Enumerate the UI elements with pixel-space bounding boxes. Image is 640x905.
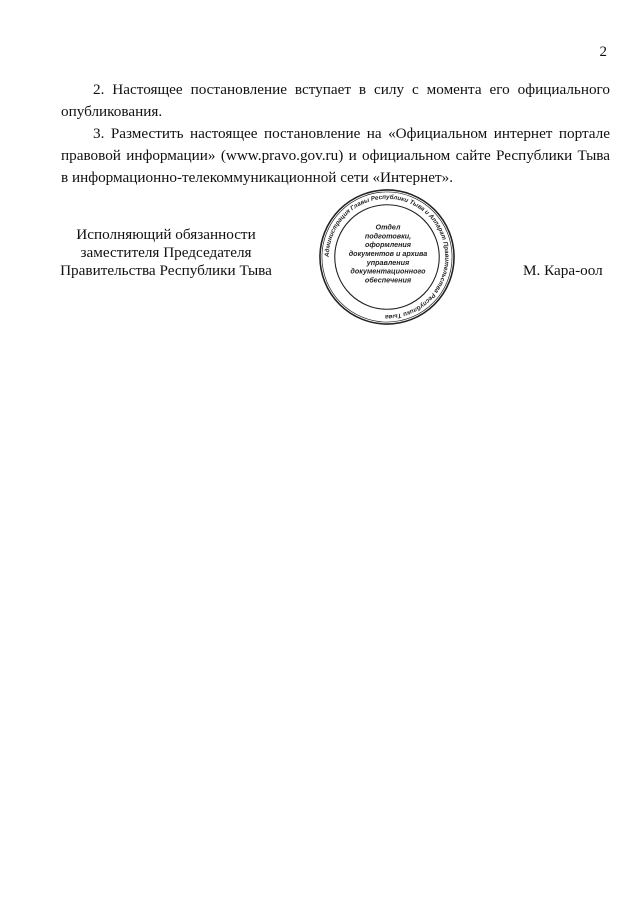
page-number: 2 [599, 44, 607, 60]
paragraph-entry-into-force: 2. Настоящее постановление вступает в силу с момента его официального опубликования. [61, 81, 610, 120]
paragraph-publication: 3. Разместить настоящее постановление на «Официальном интернет портале правовой информации» (www.pravo.gov.ru) и официальном сайте Республики Тыва в информационно-телекоммуникационной сети «Интернет». [61, 125, 610, 186]
document-body [61, 79, 610, 189]
signatory-position [55, 226, 277, 280]
stamp-inner-line: документационного [350, 266, 426, 276]
official-stamp [318, 188, 456, 326]
stamp-inner-line: управления [366, 257, 410, 267]
stamp-outer-text: Администрация Главы Республики Тыва и Аппарат Правительства Республики Тыва [323, 193, 451, 321]
signatory-position-line: Исполняющий обязанности [76, 226, 256, 243]
signatory-name: М. Кара-оол [523, 262, 603, 279]
stamp-inner-line: Отдел [375, 222, 401, 232]
stamp-inner-line: оформления [364, 240, 412, 250]
stamp-inner-line: документов и архива [348, 249, 428, 259]
signatory-position-line: Правительства Республики Тыва [60, 262, 272, 279]
stamp-inner-line: подготовки, [364, 231, 412, 241]
signatory-position-line: заместителя Председателя [80, 244, 252, 261]
stamp-inner-line: обеспечения [364, 275, 412, 285]
